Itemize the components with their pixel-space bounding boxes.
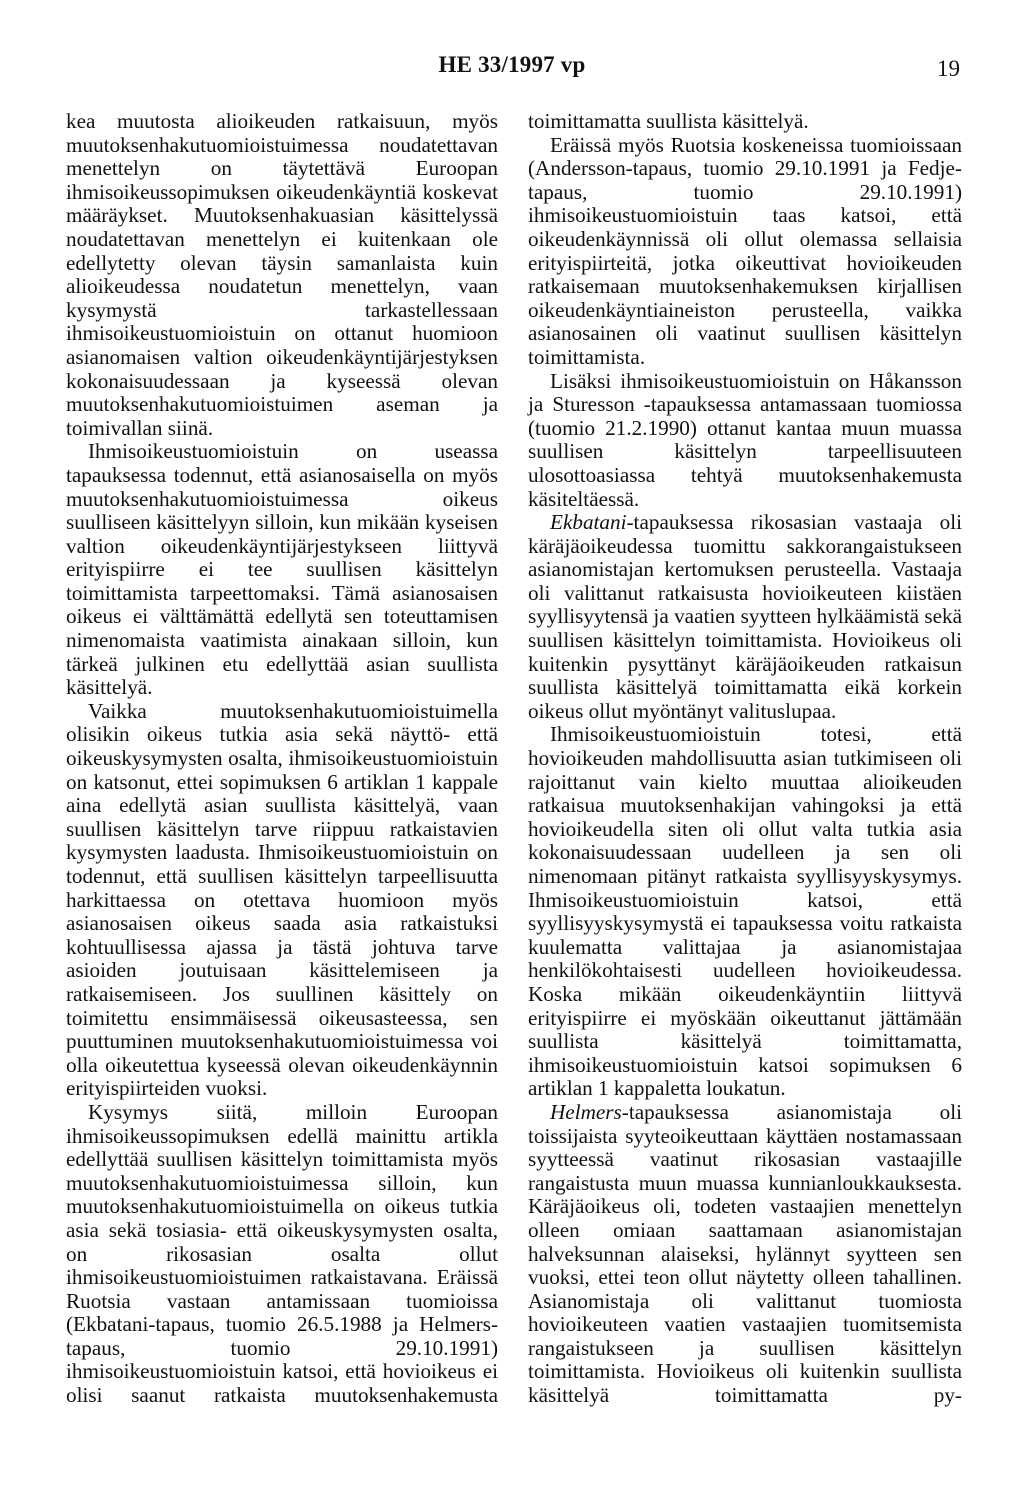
paragraph-text: -tapauksessa asianomistaja oli toissijaista syyteoikeuttaan käyttäen nostamassaan syytteessä vaatinut rikosasian vastaajille rangaistusta muun muassa kunnianloukkauksesta. Käräjäoikeus oli, todeten vastaajien menettelyn olleen omiaan saattamaan asianomistajan halveksunnan alaiseksi, hylännyt syytteen sen vuoksi, ettei teon ollut näytetty olleen tahallinen. Asianomistaja oli valittanut tuomiosta hovioikeuteen vaatien vastaajien tuomitsemista rangaistukseen ja suullisen käsittelyn toimittamista. Hovioikeus oli kuitenkin suullista käsittelyä toimittamatta py- xyxy=(528,1099,962,1408)
paragraph: Ihmisoikeustuomioistuin on useassa tapauksessa todennut, että asianosaisella on myös muutoksenhakutuomioistuimessa oikeus suulliseen käsittelyyn silloin, kun mikään kyseisen valtion oikeudenkäyntijärjestykseen liittyvä erityispiirre ei tee suullisen käsittelyn toimittamista tarpeettomaksi. Tämä asianosaisen oikeus ei välttämättä edellytä sen toteuttamisen nimenomaista vaatimista ainakaan silloin, kun tärkeä julkinen etu edellyttää asian suullista käsittelyä. xyxy=(66,439,498,700)
paragraph xyxy=(528,511,962,723)
document-id: HE 33/1997 vp xyxy=(438,52,586,77)
paragraph-text: -tapauksessa rikosasian vastaaja oli käräjäoikeudessa tuomittu sakkorangaistukseen asianomistajan kertomuksen perusteella. Vastaaja oli valittanut ratkaisusta hovioikeuteen kiistäen syyllisyytensä ja vaatien syytteen hylkäämistä sekä suullisen käsittelyn toimittamista. Hovioikeus oli kuitenkin pysyttänyt käräjäoikeuden ratkaisun suullista käsittelyä toimittamatta eikä korkein oikeus ollut myöntänyt valituslupaa. xyxy=(528,510,962,723)
paragraph: Eräissä myös Ruotsia koskeneissa tuomioissaan (Andersson-tapaus, tuomio 29.10.1991 ja Fedje-tapaus, tuomio 29.10.1991) ihmisoikeustuomioistuin taas katsoi, että oikeudenkäynnissä oli ollut olemassa sellaisia erityispiirteitä, jotka oikeuttivat hovioikeuden ratkaisemaan muutoksenhakemuksen kirjallisen oikeudenkäyntiaineiston perusteella, vaikka asianosainen oli vaatinut suullisen käsittelyn toimittamista. xyxy=(528,132,962,369)
paragraph: Lisäksi ihmisoikeustuomioistuin on Håkansson ja Sturesson -tapauksessa antamassaan tuomiossa (tuomio 21.2.1990) ottanut kantaa muun muassa suullisen käsittelyn tarpeellisuuteen ulosottoasiassa tehtyä muutoksenhakemusta käsiteltäessä. xyxy=(528,368,962,511)
case-name-ekbatani: Ekbatani xyxy=(550,510,627,535)
paragraph: Kysymys siitä, milloin Euroopan ihmisoikeussopimuksen edellä mainittu artikla edellyttää suullisen käsittelyn toimittamista myös muutoksenhakutuomioistuimessa silloin, kun muutoksenhakutuomioistuimella on oikeus tutkia asia sekä tosiasia- että oikeuskysymysten osalta, on rikosasian osalta ollut ihmisoikeustuomioistuimen ratkaistavana. Eräissä Ruotsia vastaan antamissaan tuomioissa (Ekbatani-tapaus, tuomio 26.5.1988 ja Helmers-tapaus, tuomio 29.10.1991) ihmisoikeustuomioistuin katsoi, että hovioikeus ei olisi saanut ratkaista muutoksenhakemusta xyxy=(66,1099,498,1408)
paragraph: kea muutosta alioikeuden ratkaisuun, myös muutoksenhakutuomioistuimessa noudatettavan menettelyn on täytettävä Euroopan ihmisoikeussopimuksen oikeudenkäyntiä koskevat määräykset. Muutoksenhakuasian käsittelyssä noudatettavan menettelyn ei kuitenkaan ole edellytetty olevan täysin samanlaista kuin alioikeudessa noudatetun menettelyn, vaan kysymystä tarkastellessaan ihmisoikeustuomioistuin on ottanut huomioon asianomaisen valtion oikeudenkäyntijärjestyksen kokonaisuudessaan ja kyseessä olevan muutoksenhakutuomioistuimen aseman ja toimivallan siinä. xyxy=(66,109,498,440)
paragraph xyxy=(528,1101,962,1408)
paragraph: Vaikka muutoksenhakutuomioistuimella olisikin oikeus tutkia asia sekä näyttö- että oikeuskysymysten osalta, ihmisoikeustuomioistuin on katsonut, ettei sopimuksen 6 artiklan 1 kappale aina edellytä asian suullista käsittelyä, vaan suullisen käsittelyn tarve riippuu ratkaistavien kysymysten laadusta. Ihmisoikeustuomioistuin on todennut, että suullisen käsittelyn tarpeellisuutta harkittaessa on otettava huomioon myös asianosaisen oikeus saada asia ratkaistuksi kohtuullisessa ajassa ja tästä johtuva tarve asioiden joutuisaan käsittelemiseen ja ratkaisemiseen. Jos suullinen käsittely on toimitettu ensimmäisessä oikeusasteessa, sen puuttuminen muutoksenhakutuomioistuimessa voi olla oikeutettua kyseessä olevan oikeudenkäynnin erityispiirteiden vuoksi. xyxy=(66,698,498,1101)
page-header xyxy=(0,52,1024,92)
page-number: 19 xyxy=(937,56,960,81)
paragraph: toimittamatta suullista käsittelyä. xyxy=(528,109,809,133)
left-column xyxy=(66,110,498,1408)
case-name-helmers: Helmers xyxy=(550,1099,622,1124)
right-column xyxy=(528,110,962,1408)
paragraph: Ihmisoikeustuomioistuin totesi, että hovioikeuden mahdollisuutta asian tutkimiseen oli rajoittanut vain kielto muuttaa alioikeuden ratkaisua muutoksenhakijan vahingoksi ja että hovioikeudella siten oli ollut valta tutkia asia kokonaisuudessaan uudelleen ja sen oli nimenomaan pitänyt ratkaista syyllisyyskysymys. Ihmisoikeustuomioistuin katsoi, että syyllisyyskysymystä ei tapauksessa voitu ratkaista kuulematta valittajaa ja asianomistajaa henkilökohtaisesti uudelleen hovioikeudessa. Koska mikään oikeudenkäyntiin liittyvä erityispiirre ei myöskään oikeuttanut jättämään suullista käsittelyä toimittamatta, ihmisoikeustuomioistuin katsoi sopimuksen 6 artiklan 1 kappaletta loukatun. xyxy=(528,722,962,1101)
